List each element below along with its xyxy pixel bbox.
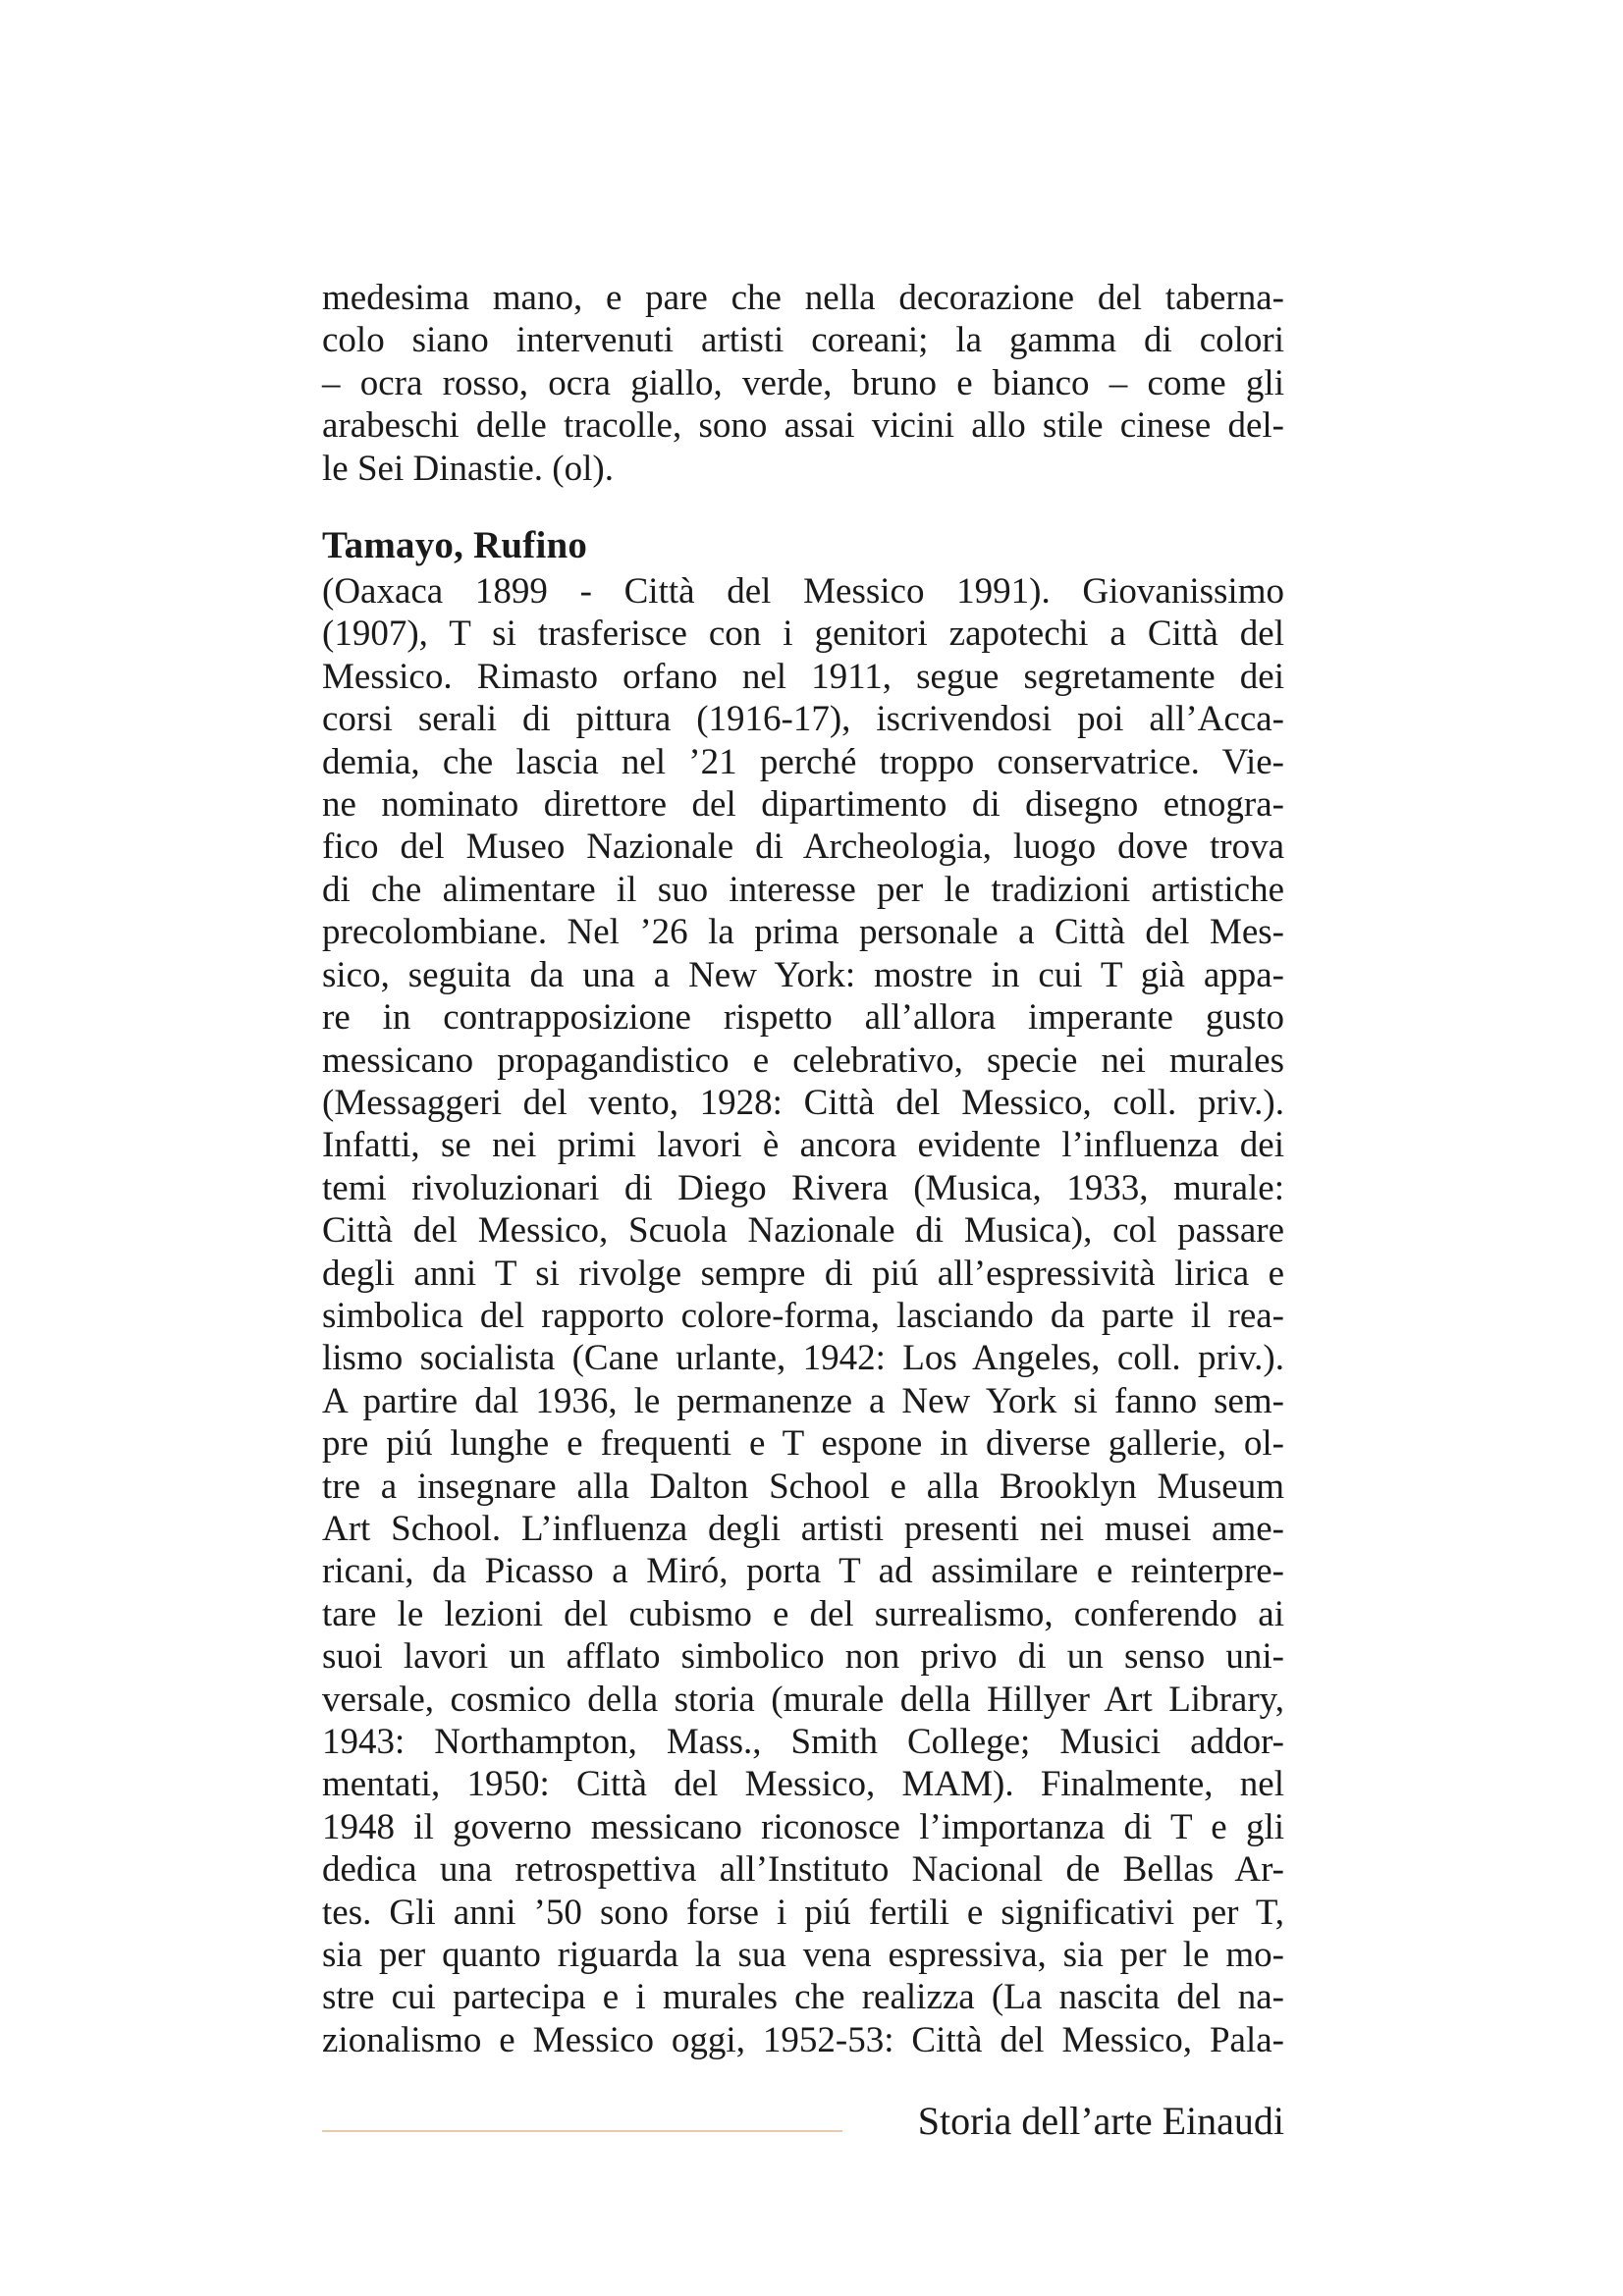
text-line: demia, che lascia nel ’21 perché troppo conservatrice. Vie- xyxy=(322,741,1284,782)
text-line: versale, cosmico della storia (murale della Hillyer Art Library, xyxy=(322,1679,1284,1720)
text-line: Città del Messico, Scuola Nazionale di Musica), col passare xyxy=(322,1210,1284,1252)
continuation-paragraph xyxy=(322,277,1284,490)
entry-body xyxy=(322,570,1284,2061)
text-line: stre cui partecipa e i murales che realizza (La nascita del na- xyxy=(322,1977,1284,2018)
text-line: – ocra rosso, ocra giallo, verde, bruno e bianco – come gli xyxy=(322,362,1284,403)
text-line: (1907), T si trasferisce con i genitori zapotechi a Città del xyxy=(322,614,1284,655)
text-line: precolombiane. Nel ’26 la prima personale a Città del Mes- xyxy=(322,912,1284,953)
text-line: ricani, da Picasso a Miró, porta T ad assimilare e reinterpre- xyxy=(322,1551,1284,1592)
entry-heading: Tamayo, Rufino xyxy=(322,524,588,567)
text-line: colo siano intervenuti artisti coreani; la gamma di colori xyxy=(322,320,1284,361)
text-line: lismo socialista (Cane urlante, 1942: Los Angeles, coll. priv.). xyxy=(322,1338,1284,1379)
text-line: sico, seguita da una a New York: mostre in cui T già appa- xyxy=(322,954,1284,995)
page-footer xyxy=(322,2097,1284,2156)
text-line: tes. Gli anni ’50 sono forse i piú fertili e significativi per T, xyxy=(322,1892,1284,1933)
text-line: Infatti, se nei primi lavori è ancora evidente l’influenza dei xyxy=(322,1125,1284,1166)
text-line: A partire dal 1936, le permanenze a New York si fanno sem- xyxy=(322,1380,1284,1421)
text-line: di che alimentare il suo interesse per le tradizioni artistiche xyxy=(322,869,1284,910)
text-line: Art School. L’influenza degli artisti presenti nei musei ame- xyxy=(322,1508,1284,1549)
text-line: Messico. Rimasto orfano nel 1911, segue segretamente dei xyxy=(322,656,1284,697)
text-line: corsi serali di pittura (1916-17), iscrivendosi poi all’Acca- xyxy=(322,699,1284,740)
text-line: messicano propagandistico e celebrativo, specie nei murales xyxy=(322,1040,1284,1081)
text-line: degli anni T si rivolge sempre di piú all’espressività lirica e xyxy=(322,1253,1284,1294)
footer-title: Storia dell’arte Einaudi xyxy=(917,2099,1284,2143)
text-line: re in contrapposizione rispetto all’allora imperante gusto xyxy=(322,997,1284,1039)
text-line: le Sei Dinastie. (ol). xyxy=(322,448,614,489)
text-line: 1943: Northampton, Mass., Smith College; Musici addor- xyxy=(322,1722,1284,1762)
text-column xyxy=(322,277,1284,2061)
text-line: zionalismo e Messico oggi, 1952-53: Città del Messico, Pala- xyxy=(322,2019,1284,2060)
footer-rule xyxy=(322,2130,842,2132)
text-line: dedica una retrospettiva all’Instituto Nacional de Bellas Ar- xyxy=(322,1849,1284,1891)
text-line: (Oaxaca 1899 - Città del Messico 1991). Giovanissimo xyxy=(322,571,1284,613)
text-line: 1948 il governo messicano riconosce l’importanza di T e gli xyxy=(322,1806,1284,1847)
text-line: (Messaggeri del vento, 1928: Città del Messico, coll. priv.). xyxy=(322,1082,1284,1123)
text-line: mentati, 1950: Città del Messico, MAM). Finalmente, nel xyxy=(322,1764,1284,1805)
text-line: simbolica del rapporto colore-forma, lasciando da parte il rea- xyxy=(322,1295,1284,1336)
text-line: arabeschi delle tracolle, sono assai vicini allo stile cinese del- xyxy=(322,405,1284,447)
text-line: medesima mano, e pare che nella decorazione del taberna- xyxy=(322,278,1284,318)
text-line: pre piú lunghe e frequenti e T espone in diverse gallerie, ol- xyxy=(322,1423,1284,1465)
text-line: ne nominato direttore del dipartimento di disegno etnogra- xyxy=(322,784,1284,826)
text-line: suoi lavori un afflato simbolico non privo di un senso uni- xyxy=(322,1636,1284,1678)
text-line: temi rivoluzionari di Diego Rivera (Musica, 1933, murale: xyxy=(322,1167,1284,1208)
text-line: tare le lezioni del cubismo e del surrealismo, conferendo ai xyxy=(322,1593,1284,1634)
text-line: fico del Museo Nazionale di Archeologia, luogo dove trova xyxy=(322,827,1284,868)
text-line: tre a insegnare alla Dalton School e alla Brooklyn Museum xyxy=(322,1466,1284,1507)
text-line: sia per quanto riguarda la sua vena espressiva, sia per le mo- xyxy=(322,1935,1284,1976)
